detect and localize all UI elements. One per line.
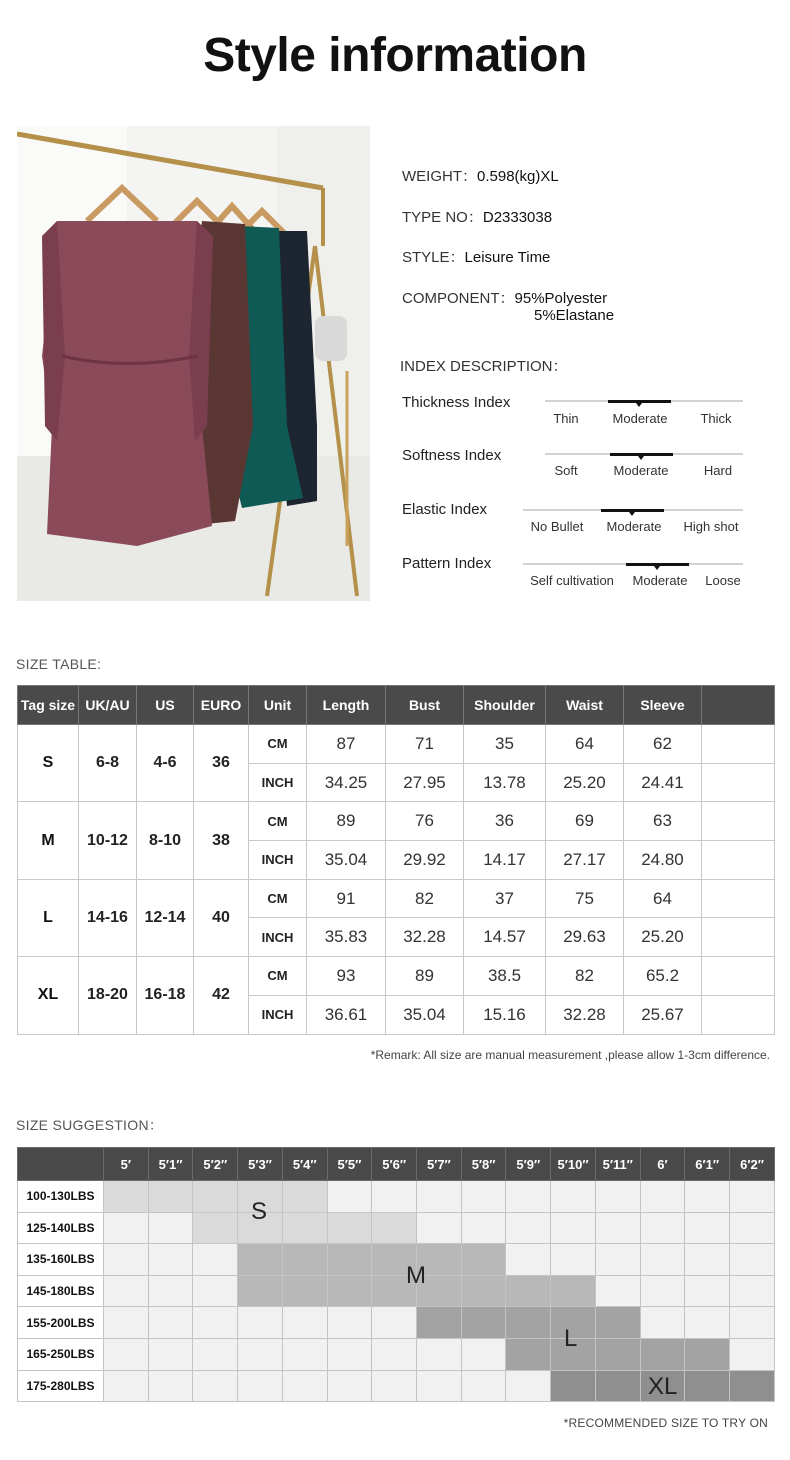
type-label: TYPE NO： bbox=[402, 209, 483, 226]
weight-cell: 145-180LBS bbox=[18, 1275, 104, 1307]
weight-info bbox=[402, 165, 559, 186]
header-bust: Bust bbox=[386, 686, 464, 725]
length-cell: 89 bbox=[307, 802, 386, 841]
empty-cell bbox=[702, 841, 775, 880]
uk-au-cell: 10-12 bbox=[79, 802, 137, 879]
table-row bbox=[18, 802, 775, 841]
unit-cell: CM bbox=[249, 957, 307, 996]
tag-size-cell: M bbox=[18, 802, 79, 879]
table-row bbox=[18, 879, 775, 918]
suggestion-cell bbox=[640, 1338, 685, 1370]
style-info bbox=[402, 246, 550, 267]
unit-cell: CM bbox=[249, 725, 307, 764]
waist-cell: 82 bbox=[546, 957, 624, 996]
measurement-remark: *Remark: All size are manual measurement ,please allow 1-3cm difference. bbox=[370, 1048, 770, 1062]
header-tag-size: Tag size bbox=[18, 686, 79, 725]
suggestion-cell bbox=[730, 1338, 775, 1370]
pattern-index-label: Pattern Index bbox=[402, 555, 492, 572]
shoulder-cell: 36 bbox=[464, 802, 546, 841]
suggestion-cell bbox=[685, 1275, 730, 1307]
size-table bbox=[17, 685, 775, 1035]
sleeve-cell: 24.41 bbox=[624, 763, 702, 802]
bust-cell: 35.04 bbox=[386, 995, 464, 1034]
size-suggestion-heading: SIZE SUGGESTION： bbox=[16, 1117, 164, 1133]
style-label: STYLE： bbox=[402, 249, 465, 266]
suggestion-cell bbox=[148, 1307, 193, 1339]
suggestion-cell bbox=[685, 1212, 730, 1244]
header-sleeve: Sleeve bbox=[624, 686, 702, 725]
thickness-option-thick: Thick bbox=[700, 411, 732, 426]
height-header: 5′1″ bbox=[148, 1148, 193, 1181]
weight-cell: 165-250LBS bbox=[18, 1338, 104, 1370]
suggestion-cell bbox=[417, 1181, 462, 1213]
suggestion-cell bbox=[461, 1212, 506, 1244]
suggestion-cell bbox=[282, 1307, 327, 1339]
header-euro: EURO bbox=[194, 686, 249, 725]
type-value: D2333038 bbox=[482, 209, 553, 226]
size-suggestion-table bbox=[17, 1147, 775, 1402]
empty-cell bbox=[702, 995, 775, 1034]
suggestion-cell bbox=[104, 1370, 149, 1402]
unit-cell: INCH bbox=[249, 763, 307, 802]
suggestion-row bbox=[18, 1212, 775, 1244]
suggestion-cell bbox=[551, 1275, 596, 1307]
shoulder-cell: 15.16 bbox=[464, 995, 546, 1034]
suggestion-row bbox=[18, 1307, 775, 1339]
euro-cell: 42 bbox=[194, 957, 249, 1034]
suggestion-row bbox=[18, 1275, 775, 1307]
corner-cell bbox=[18, 1148, 104, 1181]
suggestion-cell bbox=[685, 1244, 730, 1276]
suggestion-cell bbox=[685, 1370, 730, 1402]
bust-cell: 32.28 bbox=[386, 918, 464, 957]
size-table-heading: SIZE TABLE: bbox=[16, 656, 102, 672]
softness-option-moderate: Moderate bbox=[613, 463, 669, 478]
height-header: 6′ bbox=[640, 1148, 685, 1181]
suggestion-cell bbox=[685, 1307, 730, 1339]
suggestion-cell bbox=[730, 1307, 775, 1339]
suggestion-cell bbox=[327, 1275, 372, 1307]
elastic-option-moderate: Moderate bbox=[606, 519, 662, 534]
suggestion-cell bbox=[104, 1212, 149, 1244]
header-us: US bbox=[137, 686, 194, 725]
bust-cell: 27.95 bbox=[386, 763, 464, 802]
suggestion-cell bbox=[730, 1212, 775, 1244]
style-value: Leisure Time bbox=[464, 249, 551, 266]
sleeve-cell: 25.67 bbox=[624, 995, 702, 1034]
weight-cell: 125-140LBS bbox=[18, 1212, 104, 1244]
unit-cell: INCH bbox=[249, 995, 307, 1034]
size-l-label: L bbox=[564, 1325, 578, 1352]
suggestion-cell bbox=[193, 1338, 238, 1370]
suggestion-cell bbox=[730, 1244, 775, 1276]
suggestion-cell bbox=[193, 1370, 238, 1402]
empty-cell bbox=[702, 879, 775, 918]
suggestion-cell bbox=[461, 1307, 506, 1339]
recommended-note: *RECOMMENDED SIZE TO TRY ON bbox=[563, 1416, 768, 1430]
empty-cell bbox=[702, 957, 775, 996]
euro-cell: 38 bbox=[194, 802, 249, 879]
suggestion-cell bbox=[506, 1370, 551, 1402]
empty-cell bbox=[702, 918, 775, 957]
suggestion-cell bbox=[595, 1244, 640, 1276]
sleeve-cell: 64 bbox=[624, 879, 702, 918]
length-cell: 93 bbox=[307, 957, 386, 996]
tag-size-cell: XL bbox=[18, 957, 79, 1034]
pattern-index-pointer bbox=[654, 566, 660, 570]
height-header: 5′ bbox=[104, 1148, 149, 1181]
unit-cell: CM bbox=[249, 879, 307, 918]
length-cell: 35.83 bbox=[307, 918, 386, 957]
suggestion-cell bbox=[417, 1338, 462, 1370]
uk-au-cell: 18-20 bbox=[79, 957, 137, 1034]
header-unit: Unit bbox=[249, 686, 307, 725]
suggestion-cell bbox=[372, 1212, 417, 1244]
shoulder-cell: 35 bbox=[464, 725, 546, 764]
suggestion-cell bbox=[104, 1275, 149, 1307]
uk-au-cell: 6-8 bbox=[79, 725, 137, 802]
height-header: 6′1″ bbox=[685, 1148, 730, 1181]
suggestion-cell bbox=[640, 1181, 685, 1213]
suggestion-cell bbox=[730, 1370, 775, 1402]
suggestion-cell bbox=[551, 1212, 596, 1244]
suggestion-cell bbox=[461, 1275, 506, 1307]
sleeve-cell: 62 bbox=[624, 725, 702, 764]
length-cell: 87 bbox=[307, 725, 386, 764]
header-waist: Waist bbox=[546, 686, 624, 725]
bust-cell: 71 bbox=[386, 725, 464, 764]
height-header: 5′3″ bbox=[238, 1148, 283, 1181]
table-row bbox=[18, 957, 775, 996]
length-cell: 35.04 bbox=[307, 841, 386, 880]
suggestion-cell bbox=[595, 1181, 640, 1213]
suggestion-cell bbox=[282, 1338, 327, 1370]
waist-cell: 29.63 bbox=[546, 918, 624, 957]
suggestion-cell bbox=[148, 1212, 193, 1244]
height-header: 5′5″ bbox=[327, 1148, 372, 1181]
suggestion-cell bbox=[148, 1244, 193, 1276]
size-table-header-row bbox=[18, 686, 775, 725]
unit-cell: INCH bbox=[249, 841, 307, 880]
suggestion-cell bbox=[372, 1307, 417, 1339]
weight-cell: 135-160LBS bbox=[18, 1244, 104, 1276]
height-header: 5′7″ bbox=[417, 1148, 462, 1181]
suggestion-cell bbox=[417, 1370, 462, 1402]
suggestion-cell bbox=[238, 1275, 283, 1307]
softness-index-label: Softness Index bbox=[402, 447, 502, 464]
suggestion-cell bbox=[417, 1212, 462, 1244]
table-row bbox=[18, 725, 775, 764]
suggestion-cell bbox=[148, 1181, 193, 1213]
suggestion-cell bbox=[595, 1338, 640, 1370]
suggestion-cell bbox=[282, 1181, 327, 1213]
suggestion-cell bbox=[551, 1181, 596, 1213]
component-value-1: 95%Polyester bbox=[514, 290, 608, 307]
sleeve-cell: 25.20 bbox=[624, 918, 702, 957]
component-value-2: 5%Elastane bbox=[534, 307, 615, 324]
empty-cell bbox=[702, 725, 775, 764]
header-uk-au: UK/AU bbox=[79, 686, 137, 725]
suggestion-cell bbox=[193, 1307, 238, 1339]
height-header: 5′4″ bbox=[282, 1148, 327, 1181]
elastic-option-high-shot: High shot bbox=[683, 519, 739, 534]
suggestion-cell bbox=[506, 1338, 551, 1370]
shoulder-cell: 38.5 bbox=[464, 957, 546, 996]
suggestion-cell bbox=[506, 1244, 551, 1276]
shoulder-cell: 14.17 bbox=[464, 841, 546, 880]
suggestion-cell bbox=[640, 1244, 685, 1276]
suggestion-cell bbox=[148, 1370, 193, 1402]
suggestion-cell bbox=[193, 1181, 238, 1213]
elastic-index-label: Elastic Index bbox=[402, 501, 488, 518]
suggestion-cell bbox=[506, 1212, 551, 1244]
tag-size-cell: L bbox=[18, 879, 79, 956]
suggestion-cell bbox=[327, 1307, 372, 1339]
sleeve-cell: 63 bbox=[624, 802, 702, 841]
suggestion-cell bbox=[327, 1181, 372, 1213]
height-header: 6′2″ bbox=[730, 1148, 775, 1181]
waist-cell: 75 bbox=[546, 879, 624, 918]
suggestion-cell bbox=[685, 1338, 730, 1370]
pattern-option-loose: Loose bbox=[705, 573, 741, 588]
suggestion-cell bbox=[506, 1307, 551, 1339]
suggestion-cell bbox=[461, 1244, 506, 1276]
bust-cell: 29.92 bbox=[386, 841, 464, 880]
length-cell: 34.25 bbox=[307, 763, 386, 802]
weight-cell: 155-200LBS bbox=[18, 1307, 104, 1339]
suggestion-cell bbox=[104, 1181, 149, 1213]
height-header: 5′11″ bbox=[595, 1148, 640, 1181]
suggestion-cell bbox=[193, 1244, 238, 1276]
suggestion-row bbox=[18, 1181, 775, 1213]
product-photo bbox=[17, 126, 370, 601]
suggestion-cell bbox=[640, 1275, 685, 1307]
suggestion-cell bbox=[238, 1307, 283, 1339]
tag-size-cell: S bbox=[18, 725, 79, 802]
suggestion-cell bbox=[551, 1244, 596, 1276]
suggestion-cell bbox=[595, 1212, 640, 1244]
suggestion-cell bbox=[104, 1338, 149, 1370]
bust-cell: 82 bbox=[386, 879, 464, 918]
suggestion-cell bbox=[506, 1181, 551, 1213]
suggestion-cell bbox=[238, 1338, 283, 1370]
suggestion-cell bbox=[193, 1212, 238, 1244]
shoulder-cell: 37 bbox=[464, 879, 546, 918]
suggestion-cell bbox=[282, 1370, 327, 1402]
suggestion-cell bbox=[148, 1275, 193, 1307]
suggestion-row bbox=[18, 1244, 775, 1276]
thickness-option-moderate: Moderate bbox=[612, 411, 668, 426]
us-cell: 8-10 bbox=[137, 802, 194, 879]
suggestion-cell bbox=[640, 1307, 685, 1339]
type-info bbox=[402, 206, 552, 227]
suggestion-cell bbox=[282, 1244, 327, 1276]
weight-value: 0.598(kg)XL bbox=[477, 168, 559, 185]
suggestion-row bbox=[18, 1338, 775, 1370]
suggestion-cell bbox=[104, 1307, 149, 1339]
us-cell: 12-14 bbox=[137, 879, 194, 956]
suggestion-cell bbox=[327, 1212, 372, 1244]
softness-option-hard: Hard bbox=[703, 463, 733, 478]
length-cell: 91 bbox=[307, 879, 386, 918]
suggestion-cell bbox=[238, 1244, 283, 1276]
bust-cell: 76 bbox=[386, 802, 464, 841]
suggestion-cell bbox=[238, 1370, 283, 1402]
suggestion-cell bbox=[461, 1370, 506, 1402]
suggestion-cell bbox=[685, 1181, 730, 1213]
suggestion-cell bbox=[640, 1212, 685, 1244]
suggestion-cell bbox=[730, 1181, 775, 1213]
suggestion-cell bbox=[327, 1244, 372, 1276]
empty-cell bbox=[702, 802, 775, 841]
pattern-option-moderate: Moderate bbox=[632, 573, 688, 588]
component-label: COMPONENT： bbox=[402, 290, 515, 307]
suggestion-cell bbox=[372, 1181, 417, 1213]
suggestion-cell bbox=[595, 1275, 640, 1307]
suggestion-cell bbox=[372, 1370, 417, 1402]
weight-cell: 100-130LBS bbox=[18, 1181, 104, 1213]
suggestion-cell bbox=[327, 1338, 372, 1370]
elastic-index-pointer bbox=[629, 512, 635, 516]
us-cell: 4-6 bbox=[137, 725, 194, 802]
suggestion-cell bbox=[417, 1307, 462, 1339]
suggestion-cell bbox=[282, 1275, 327, 1307]
suggestion-cell bbox=[372, 1338, 417, 1370]
index-description-heading: INDEX DESCRIPTION： bbox=[400, 358, 568, 375]
suggestion-cell bbox=[551, 1370, 596, 1402]
suggestion-cell bbox=[104, 1244, 149, 1276]
softness-index-pointer bbox=[638, 456, 644, 460]
suggestion-cell bbox=[193, 1275, 238, 1307]
page-title: Style information bbox=[203, 29, 587, 82]
shoulder-cell: 14.57 bbox=[464, 918, 546, 957]
euro-cell: 40 bbox=[194, 879, 249, 956]
softness-option-soft: Soft bbox=[554, 463, 578, 478]
header-shoulder: Shoulder bbox=[464, 686, 546, 725]
thickness-option-thin: Thin bbox=[553, 411, 579, 426]
weight-label: WEIGHT： bbox=[402, 168, 477, 185]
size-m-label: M bbox=[406, 1262, 426, 1289]
suggestion-header-row bbox=[18, 1148, 775, 1181]
header-empty bbox=[702, 686, 775, 725]
uk-au-cell: 14-16 bbox=[79, 879, 137, 956]
waist-cell: 64 bbox=[546, 725, 624, 764]
sleeve-cell: 24.80 bbox=[624, 841, 702, 880]
height-header: 5′8″ bbox=[461, 1148, 506, 1181]
waist-cell: 69 bbox=[546, 802, 624, 841]
empty-cell bbox=[702, 763, 775, 802]
suggestion-cell bbox=[595, 1307, 640, 1339]
suggestion-cell bbox=[506, 1275, 551, 1307]
thickness-index-label: Thickness Index bbox=[402, 394, 511, 411]
suggestion-cell bbox=[327, 1370, 372, 1402]
unit-cell: CM bbox=[249, 802, 307, 841]
suggestion-cell bbox=[282, 1212, 327, 1244]
waist-cell: 32.28 bbox=[546, 995, 624, 1034]
suggestion-cell bbox=[461, 1338, 506, 1370]
waist-cell: 25.20 bbox=[546, 763, 624, 802]
size-xl-label: XL bbox=[648, 1373, 678, 1400]
length-cell: 36.61 bbox=[307, 995, 386, 1034]
height-header: 5′2″ bbox=[193, 1148, 238, 1181]
component-info bbox=[402, 287, 607, 308]
suggestion-cell bbox=[595, 1370, 640, 1402]
size-s-label: S bbox=[251, 1198, 268, 1225]
sleeve-cell: 65.2 bbox=[624, 957, 702, 996]
pattern-option-self-cultivation: Self cultivation bbox=[530, 573, 614, 588]
suggestion-cell bbox=[148, 1338, 193, 1370]
euro-cell: 36 bbox=[194, 725, 249, 802]
height-header: 5′9″ bbox=[506, 1148, 551, 1181]
suggestion-cell bbox=[730, 1275, 775, 1307]
shoulder-cell: 13.78 bbox=[464, 763, 546, 802]
us-cell: 16-18 bbox=[137, 957, 194, 1034]
weight-cell: 175-280LBS bbox=[18, 1370, 104, 1402]
waist-cell: 27.17 bbox=[546, 841, 624, 880]
unit-cell: INCH bbox=[249, 918, 307, 957]
thickness-index-pointer bbox=[636, 403, 642, 407]
header-length: Length bbox=[307, 686, 386, 725]
elastic-option-no-bullet: No Bullet bbox=[530, 519, 584, 534]
height-header: 5′6″ bbox=[372, 1148, 417, 1181]
suggestion-cell bbox=[461, 1181, 506, 1213]
bust-cell: 89 bbox=[386, 957, 464, 996]
height-header: 5′10″ bbox=[551, 1148, 596, 1181]
